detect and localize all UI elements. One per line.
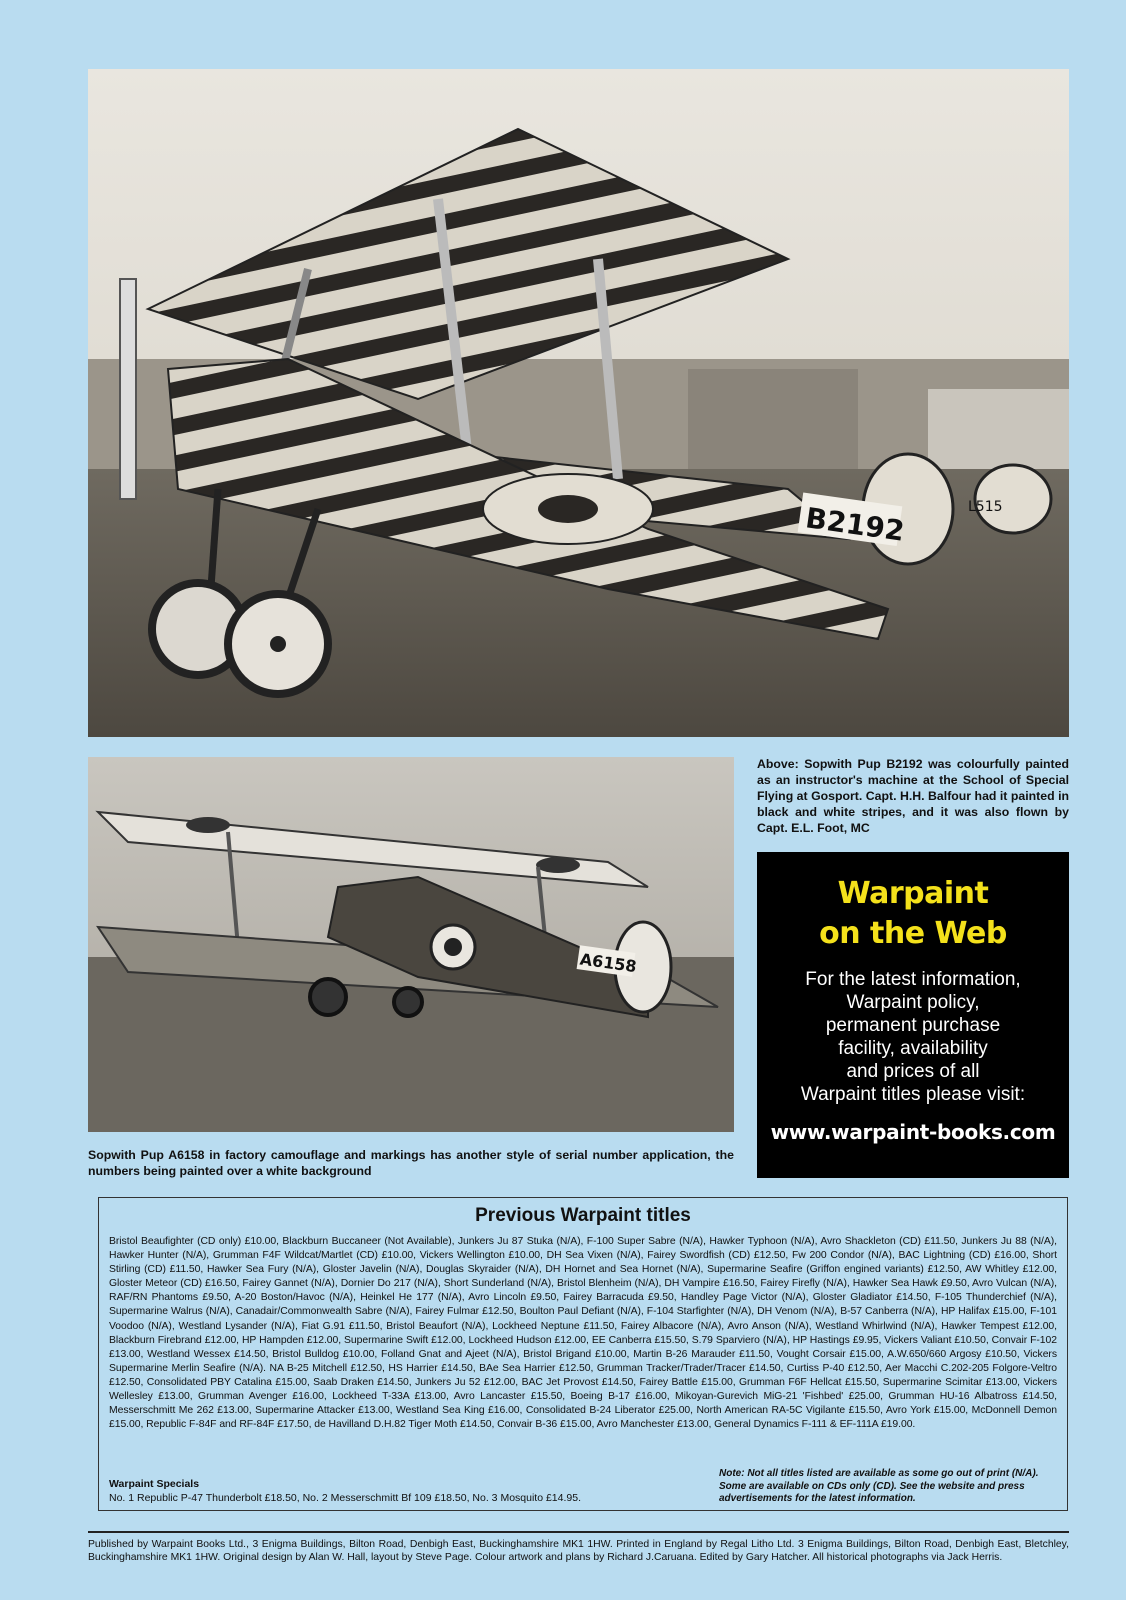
specials-heading: Warpaint Specials (109, 1478, 200, 1490)
web-body-line: and prices of all (846, 1061, 980, 1082)
previous-titles-heading: Previous Warpaint titles (475, 1205, 691, 1226)
web-body-line: For the latest information, (805, 969, 1021, 990)
web-title-line2: on the Web (819, 916, 1007, 951)
web-promo-body (757, 968, 1069, 1106)
photo-sopwith-pup-a6158 (88, 757, 734, 1132)
photo-sopwith-pup-b2192 (88, 69, 1069, 737)
specials-list: No. 1 Republic P-47 Thunderbolt £18.50, No. 2 Messerschmitt Bf 109 £18.50, No. 3 Mosquito £14.95. (109, 1492, 581, 1504)
web-body-line: Warpaint titles please visit: (800, 1084, 1026, 1105)
previous-titles-list: Bristol Beaufighter (CD only) £10.00, Blackburn Buccaneer (Not Available), Junkers Ju 87 Stuka (N/A), F-100 Super Sabre (N/A), Hawker Typhoon (N/A), Avro Shackleton (CD) £11.50, Junkers Ju 88 (N/A), Hawker Hunter (N/A), Grumman F4F Wildcat/Martlet (CD) £10.00, Vickers Wellington £10.00, DH Sea Vixen (N/A), Fairey Swordfish (CD) £12.50, Fw 200 Condor (N/A), BAC Lightning (CD) £16.00, Short Stirling (CD) £11.50, Hawker Sea Fury (N/A), Gloster Javelin (N/A), Douglas Skyraider (N/A), DH Hornet and Sea Hornet (N/A), Supermarine Seafire (Griffon engined variants) £12.50, AW Whitley £12.00, Gloster Meteor (CD) £16.50, Fairey Gannet (N/A), Dornier Do 217 (N/A), Short Sunderland (N/A), Bristol Blenheim (N/A), DH Vampire £16.50, Fairey Firefly (N/A), Hawker Sea Hawk £9.50, Avro Vulcan (N/A), RAF/RN Phantoms £9.50, A-20 Boston/Havoc (N/A), Heinkel He 177 (N/A), Avro Lincoln £9.50, Fairey Barracuda £9.50, Handley Page Victor (N/A), Gloster Gladiator £14.50, F-105 Thunderchief (N/A), Supermarine Walrus (N/A), Canadair/Commonwealth Sabre (N/A), Fairey Fulmar £12.50, Boulton Paul Defiant (N/A), F-104 Starfighter (N/A), DH Venom (N/A), B-57 Canberra (N/A), HP Halifax £15.00, F-101 Voodoo (N/A), Westland Lysander (N/A), Fiat G.91 £11.50, Bristol Beaufort (N/A), Lockheed Neptune £11.50, Fairey Albacore (N/A), Avro Anson (N/A), Westland Whirlwind (N/A), Hawker Tempest £12.00, Blackburn Firebrand £12.00, HP Hampden £12.00, Supermarine Swift £12.00, Lockheed Hudson £12.00, EE Canberra £15.50, S.79 Sparviero (N/A), HP Hastings £9.95, Vickers Valiant £10.50, Convair F-102 £13.00, Westland Wessex £14.50, Bristol Bulldog £10.00, Folland Gnat and Ajeet (N/A), Bristol Brigand £10.00, Martin B-26 Marauder £11.50, Vought Corsair £15.00, A.W.650/660 Argosy £10.50, Vickers Supermarine Merlin Seafire (N/A). NA B-25 Mitchell £12.50, HS Harrier £14.50, BAe Sea Harrier £12.50, Grumman Tracker/Trader/Tracer £14.50, Curtiss P-40 £12.50, Aer Macchi C.202-205 Folgore-Veltro £12.50, Consolidated PBY Catalina £15.00, Saab Draken £14.50, Junkers Ju 52 £12.00, BAC Jet Provost £14.50, Fairey Battle £15.00, Grumman F6F Hellcat £15.50, Supermarine Scimitar £13.00, Vickers Wellesley £13.00, Grumman Avenger £16.00, Lockheed T-33A £13.00, Avro Lancaster £15.50, Boeing B-17 £16.00, Mikoyan-Gurevich MiG-21 'Fishbed' £25.00, Grumman HU-16 Albatross £14.50, Messerschmitt Me 262 £13.00, Supermarine Attacker £13.00, Westland Sea King £16.00, Consolidated B-24 Liberator £25.00, North American RA-5C Vigilante £15.50, Avro York £15.00, McDonnell Demon £15.00, Republic F-84F and RF-84F £17.50, de Havilland D.H.82 Tiger Moth £14.50, Convair B-36 £15.00, Avro Manchester £13.00, General Dynamics F-111 & EF-111A £19.00. (109, 1236, 1057, 1431)
availability-note: Note: Not all titles listed are available as some go out of print (N/A). Some are available on CDs only (CD). See the website and press advertisements for the latest information. (719, 1468, 1039, 1504)
tail-serial-label: L515 (968, 499, 1003, 515)
previous-titles-box (98, 1197, 1068, 1511)
top-serial-label: B2192 (803, 501, 907, 548)
web-promo-title (757, 874, 1069, 954)
bottom-photo-caption: Sopwith Pup A6158 in factory camouflage and markings has another style of serial number application, the numbers being painted over a white background (88, 1148, 734, 1178)
web-body-line: Warpaint policy, (846, 992, 980, 1013)
warpaint-web-promo (757, 852, 1069, 1178)
bottom-serial-label: A6158 (578, 949, 638, 977)
publisher-footer: Published by Warpaint Books Ltd., 3 Enigma Buildings, Bilton Road, Denbigh East, Buckinghamshire MK1 1HW. Printed in England by Regal Litho Ltd. 3 Enigma Buildings, Bilton Road, Denbigh East, Bletchley, Buckinghamshire MK1 1HW. Original design by Alan W. Hall, layout by Steve Page. Colour artwork and plans by Richard J.Caruana. Edited by Gary Hatcher. All historical photographs via Jack Herris. (88, 1539, 1069, 1563)
footer-divider (88, 1531, 1069, 1533)
web-body-line: facility, availability (838, 1038, 988, 1059)
top-photo-caption: Above: Sopwith Pup B2192 was colourfully painted as an instructor's machine at the School of Special Flying at Gosport. Capt. H.H. Balfour had it painted in black and white stripes, and it was also flown by Capt. E.L. Foot, MC (757, 757, 1069, 835)
web-title-line1: Warpaint (837, 876, 989, 911)
web-body-line: permanent purchase (825, 1015, 1001, 1036)
website-url: www.warpaint-books.com (770, 1120, 1056, 1144)
